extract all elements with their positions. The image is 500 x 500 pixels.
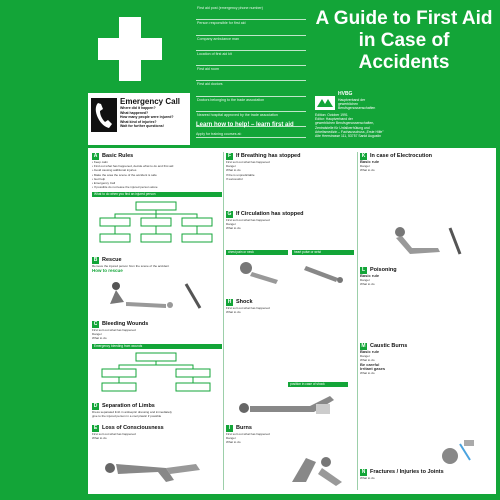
poisoning-line: What to do — [360, 282, 375, 287]
shock-line: First sort out what has happened — [226, 306, 270, 310]
emergency-question: How many people were injured? — [120, 115, 174, 119]
fractures-line: What to do — [360, 476, 375, 480]
rule-line: • If possible do not leave the injured person alone — [92, 185, 158, 190]
section-title: Basic Rules — [102, 153, 134, 159]
rule-line: • Keep calm — [92, 160, 109, 164]
section-letter: F — [227, 152, 232, 159]
edition-line: Zentralstelle für Unfallverhütung und — [315, 125, 370, 130]
section-letter: N — [361, 468, 366, 475]
section-letter: A — [93, 152, 98, 159]
hvbg-subtitle: Hauptverband der gewerblichen Berufsgenossenschaften — [338, 98, 376, 110]
section-title: Bleeding Wounds — [102, 321, 149, 327]
section-title: If Breathing has stopped — [236, 153, 301, 159]
burns-line: Danger — [226, 436, 236, 441]
edition-line: Editor: Hauptverband der — [315, 117, 353, 122]
section-electrocution — [360, 152, 490, 173]
section-title: Burns — [236, 425, 252, 431]
hvbg-logo-icon — [315, 96, 335, 110]
burns-illustration — [286, 452, 352, 488]
poisoning-line: Basic rule — [360, 274, 380, 278]
form-row: First aid post (emergency phone number) — [196, 5, 306, 20]
emergency-call-box — [88, 93, 190, 145]
circulation-line: What to do — [226, 226, 241, 231]
form-row: Person responsible for first aid — [196, 20, 306, 35]
caustic-line: What to do — [360, 358, 375, 363]
section-title: In case of Electrocution — [370, 153, 433, 159]
emergency-question: What happened? — [120, 110, 149, 115]
edition-line: Alte Heerstrasse 111, 53757 Sankt Augustin — [315, 134, 382, 139]
eye-rinse-illustration — [430, 440, 486, 468]
burns-line: First sort out what has happened — [226, 432, 270, 436]
apply-courses-line: Apply for training courses at: — [196, 131, 306, 138]
edition-info — [315, 113, 465, 138]
emergency-call-title: Emergency Call — [120, 97, 181, 106]
column-1 — [92, 152, 222, 490]
section-letter: G — [227, 210, 232, 217]
edition-line: gewerblichen Berufsgenossenschaften, — [315, 121, 375, 126]
circulation-label: chest pain or neck — [226, 250, 288, 255]
section-title: Separation of Limbs — [102, 403, 155, 409]
section-bleeding — [92, 320, 222, 341]
electrocution-line: Danger — [360, 164, 370, 169]
form-row: Location of first aid kit — [196, 51, 306, 66]
form-row: First aid room — [196, 66, 306, 81]
section-letter: K — [361, 152, 366, 159]
rescue-illustration — [96, 278, 216, 310]
circulation-line: First sort out what has happened — [226, 218, 270, 222]
electrocution-line: What to do — [360, 168, 375, 173]
section-title: Loss of Consciousness — [102, 425, 164, 431]
electrocution-line: Basic rule — [360, 160, 380, 164]
edition-line: Edition: October 1991 — [315, 113, 348, 117]
poisoning-line: Danger — [360, 278, 370, 283]
column-2 — [226, 152, 356, 490]
rescue-line: Remove the injured person from the scene of the accident — [92, 264, 170, 268]
rule-line: • Emergency Call — [92, 181, 116, 186]
pulse-check-illustration — [228, 258, 352, 288]
burns-line: What to do — [226, 440, 241, 445]
rule-line: • Avoid causing additional injuries — [92, 168, 137, 173]
recovery-position-illustration — [96, 450, 216, 486]
caustic-line: Basic rule — [360, 350, 380, 354]
edition-line: Arbeitsmedizin – Fachausschuss „Erste Hilfe" — [315, 129, 384, 134]
rule-line: • Make the area the scene of the accident is safe — [92, 172, 157, 177]
bleeding-line: What to do — [92, 336, 107, 341]
section-fractures — [360, 468, 490, 480]
column-3 — [360, 152, 490, 490]
consciousness-line: What to do — [92, 436, 107, 441]
form-row: First aid doctors — [196, 81, 306, 96]
first-aid-cross-icon — [98, 17, 162, 81]
emergency-question: What kind of injuries? — [120, 119, 157, 124]
electrocution-illustration — [380, 224, 480, 258]
section-title: Fractures / Injuries to Joints — [370, 469, 444, 475]
learn-first-aid-slogan: Learn how to help! – learn first aid — [196, 122, 294, 128]
section-letter: H — [227, 298, 232, 305]
telephone-icon — [91, 98, 117, 132]
section-letter: B — [93, 256, 98, 263]
rule-line: • Get help — [92, 176, 106, 181]
emergency-question: Wait for further questions! — [120, 124, 164, 128]
section-consciousness — [92, 424, 222, 440]
caustic-line: Danger — [360, 354, 370, 359]
shock-line: What to do — [226, 310, 241, 315]
form-row: Nearest hospital approved by the trade association — [196, 112, 306, 127]
circulation-label: heart pulse or wrist — [292, 250, 354, 255]
form-row: Doctors belonging to the trade association — [196, 97, 306, 112]
form-row: Company ambulance man — [196, 36, 306, 51]
emergency-question: Where did it happen? — [120, 106, 156, 110]
section-breathing — [226, 152, 356, 181]
bleeding-flowchart — [96, 351, 216, 393]
column-divider — [357, 152, 358, 490]
caustic-line: What to do — [360, 371, 375, 376]
breathing-line: If the is unpredictable — [226, 172, 255, 177]
poster-title: A Guide to First Aid in Case of Accidents — [315, 8, 493, 73]
bleeding-bar: Emergency bleeding from wounds — [92, 344, 222, 349]
section-rescue — [92, 256, 222, 273]
section-burns — [226, 424, 356, 445]
rescue-label: How to rescue — [92, 268, 123, 274]
section-caustic — [360, 342, 490, 375]
bleeding-line: Danger — [92, 332, 102, 337]
section-separation — [92, 402, 222, 418]
footnote: The diagrams were provided by the person with care — [360, 488, 426, 492]
section-title: Shock — [236, 299, 253, 305]
caustic-line: Be careful — [360, 362, 380, 367]
bleeding-line: First sort out what has happened — [92, 328, 136, 332]
section-basic-rules — [92, 152, 222, 189]
section-circulation — [226, 210, 356, 231]
section-letter: I — [226, 425, 233, 432]
section-shock — [226, 298, 356, 314]
separation-line: give to the injured person in a cool plastic if possible — [92, 414, 162, 419]
shock-position-illustration — [230, 390, 350, 416]
hvbg-name: HVBG — [338, 91, 353, 97]
rule-line: • Find out what has happened, decide what to do and first aid — [92, 164, 174, 169]
consciousness-line: First sort out what has happened — [92, 432, 136, 436]
section-letter: L — [361, 266, 366, 273]
section-letter: E — [93, 424, 98, 431]
section-letter: D — [93, 402, 98, 409]
section-poisoning — [360, 266, 490, 287]
contact-form — [196, 5, 306, 127]
shock-position-label: position in case of shock — [288, 382, 348, 387]
section-title: Poisoning — [370, 267, 397, 273]
caustic-line: Irritant gases — [360, 366, 386, 371]
breathing-line: Danger — [226, 164, 236, 169]
section-title: If Circulation has stopped — [236, 211, 304, 217]
breathing-line: What to do — [226, 168, 241, 173]
section-title: Caustic Burns — [370, 343, 408, 349]
section-title: Rescue — [102, 257, 122, 263]
breathing-line: First sort out what has happened — [226, 160, 270, 164]
section-letter: M — [361, 342, 366, 349]
emergency-questions — [120, 106, 173, 129]
column-divider — [223, 152, 224, 490]
section-letter: C — [93, 320, 98, 327]
basic-rules-bar: What to do when you find an injured person — [92, 192, 222, 197]
separation-line: Dress separated limb in antiseptic dressing and immediately — [92, 410, 172, 414]
circulation-line: Danger — [226, 222, 236, 227]
basic-rules-flowchart — [96, 200, 216, 246]
breathing-line: If successful — [226, 176, 243, 181]
